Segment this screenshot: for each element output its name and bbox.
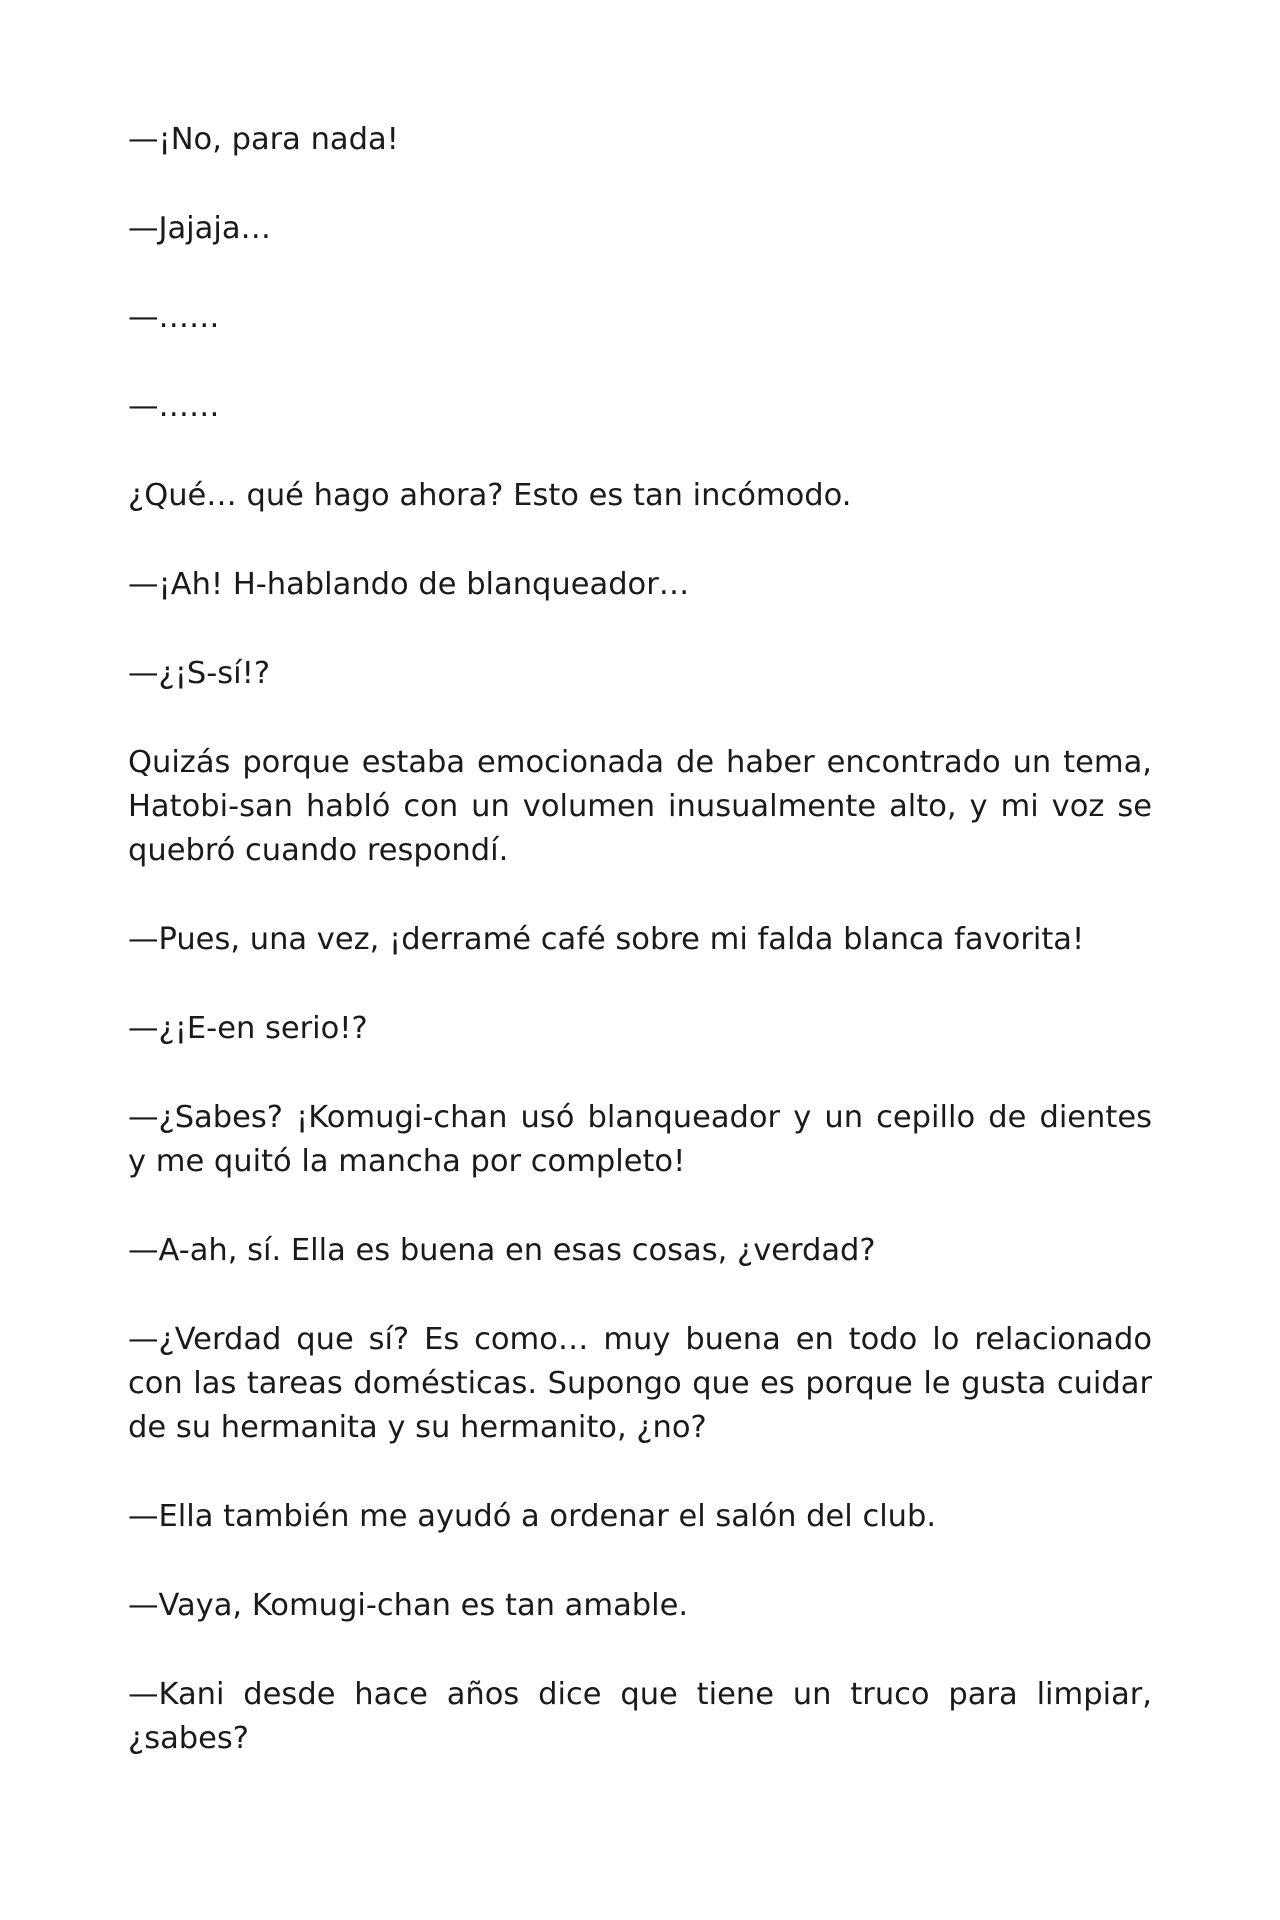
paragraph: —Ella también me ayudó a ordenar el salón del club. xyxy=(128,1499,937,1534)
paragraph: —…… xyxy=(128,300,220,335)
paragraph: —¡Ah! H-hablando de blanqueador… xyxy=(128,567,690,602)
paragraph: —¿Verdad que sí? Es como… muy buena en todo lo relacionado con las tareas domésticas. Supongo que es porque le gusta cuidar de su hermanita y su hermanito, ¿no? xyxy=(128,1322,1152,1445)
paragraph: —Vaya, Komugi-chan es tan amable. xyxy=(128,1588,689,1623)
paragraph: —Kani desde hace años dice que tiene un truco para limpiar, ¿sabes? xyxy=(128,1677,1152,1756)
paragraph: —¡No, para nada! xyxy=(128,122,399,157)
paragraph: —¿¡E-en serio!? xyxy=(128,1011,368,1046)
paragraph: Quizás porque estaba emocionada de haber encontrado un tema, Hatobi-san habló con un volumen inusualmente alto, y mi voz se quebró cuando respondí. xyxy=(128,745,1152,868)
paragraph: —A-ah, sí. Ella es buena en esas cosas, ¿verdad? xyxy=(128,1233,876,1268)
paragraph: —¿¡S-sí!? xyxy=(128,656,271,691)
paragraph: —…… xyxy=(128,389,220,424)
paragraph: —Pues, una vez, ¡derramé café sobre mi falda blanca favorita! xyxy=(128,922,1085,957)
paragraph: —Jajaja… xyxy=(128,211,272,246)
paragraph: —¿Sabes? ¡Komugi-chan usó blanqueador y un cepillo de dientes y me quitó la mancha por completo! xyxy=(128,1100,1152,1179)
document-page xyxy=(128,118,1152,1806)
paragraph: ¿Qué… qué hago ahora? Esto es tan incómodo. xyxy=(128,478,852,513)
